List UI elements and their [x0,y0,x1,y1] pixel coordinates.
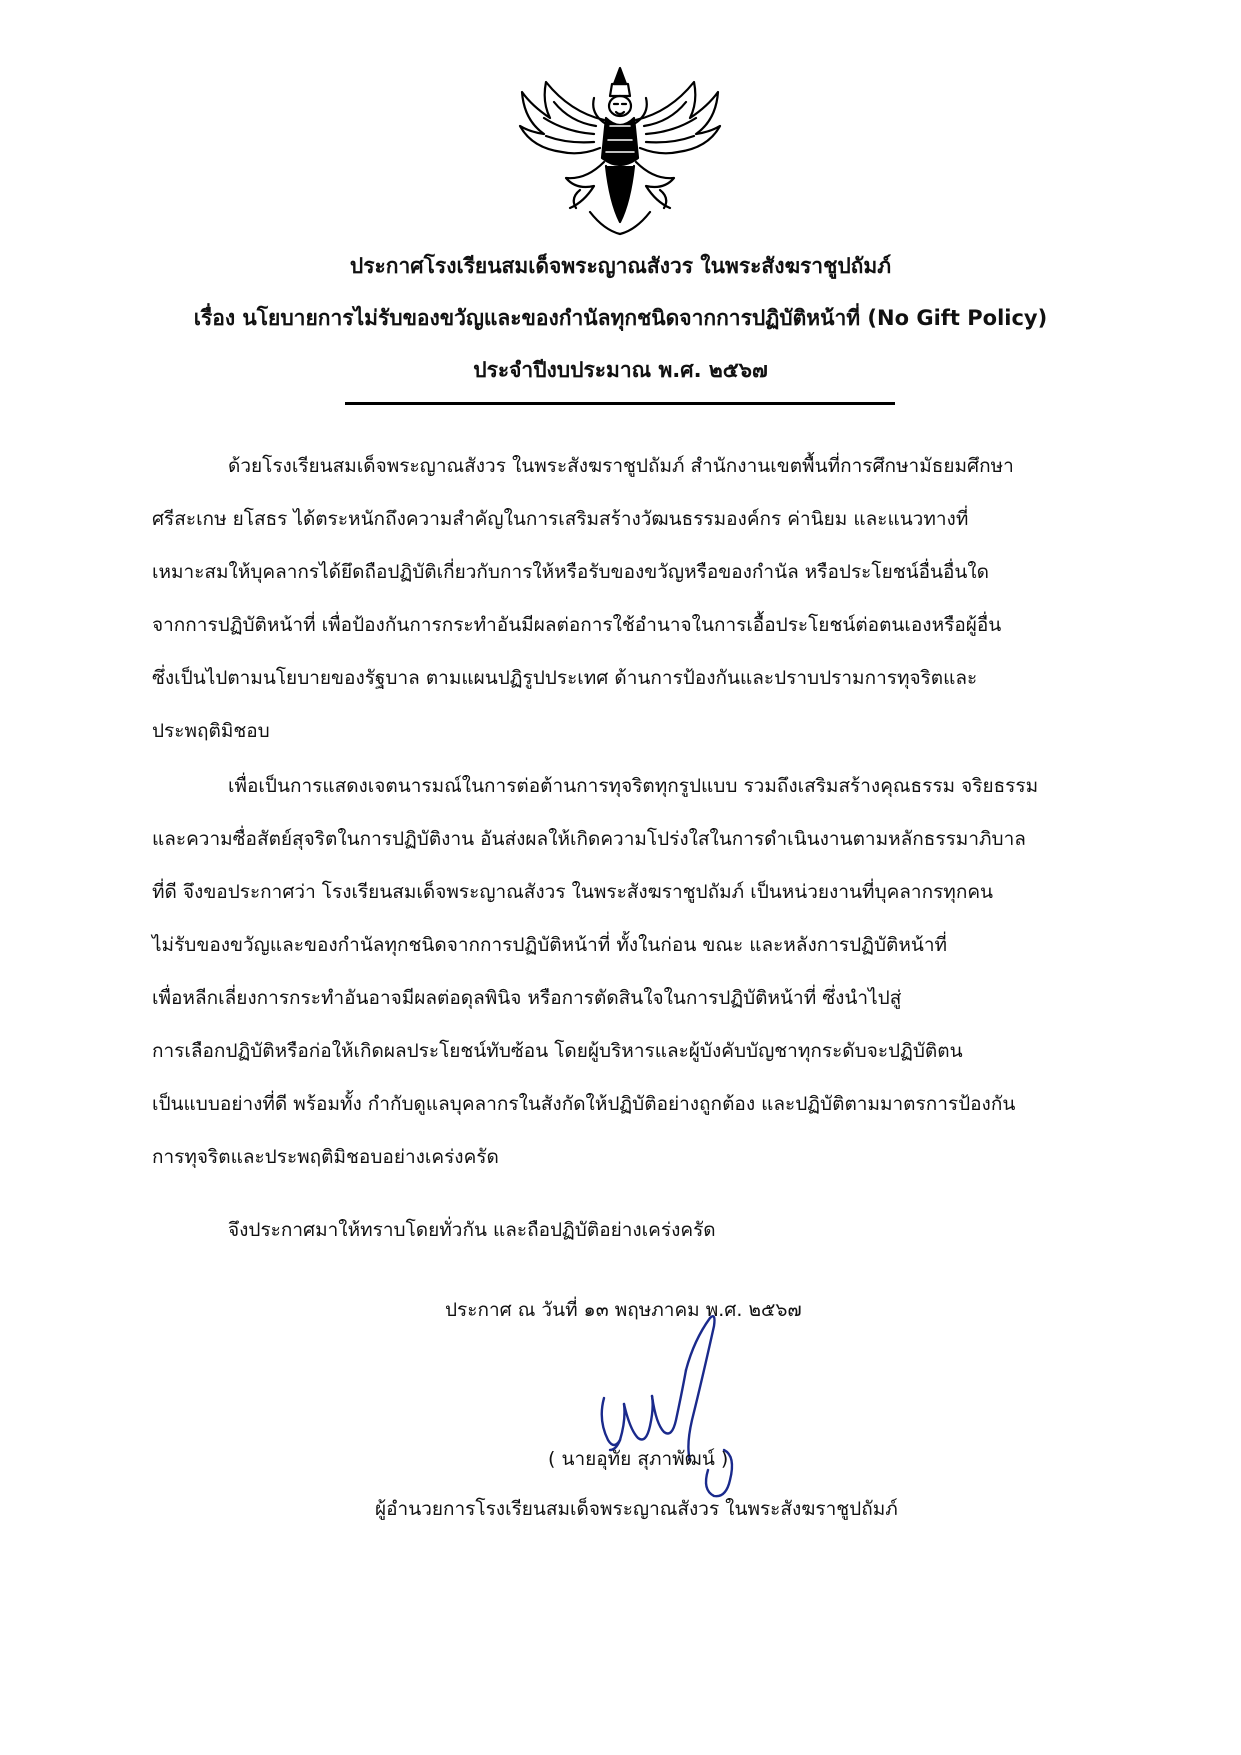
announcement-subject: เรื่อง นโยบายการไม่รับของขวัญและของกำนัลทุกชนิดจากการปฏิบัติหน้าที่ (No Gift Policy) [193,306,1048,330]
announcement-title: ประกาศโรงเรียนสมเด็จพระญาณสังวร ในพระสังฆราชูปถัมภ์ [349,254,892,278]
paragraph-1 [152,440,1092,758]
paragraph-line: เหมาะสมให้บุคลากรได้ยึดถือปฏิบัติเกี่ยวกับการให้หรือรับของขวัญหรือของกำนัล หรือประโยชน์อื่นอื่นใด [152,561,990,583]
paragraph-line: เพื่อเป็นการแสดงเจตนารมณ์ในการต่อต้านการทุจริตทุกรูปแบบ รวมถึงเสริมสร้างคุณธรรม จริยธรรม [228,775,1039,797]
paragraph-line: จากการปฏิบัติหน้าที่ เพื่อป้องกันการกระทำอันมีผลต่อการใช้อำนาจในการเอื้อประโยชน์ต่อตนเองหรือผู้อื่น [152,614,1002,636]
announcement-date: ประกาศ ณ วันที่ ๑๓ พฤษภาคม พ.ศ. ๒๕๖๗ [445,1299,802,1321]
paragraph-2 [152,760,1092,1184]
paragraph-line: ด้วยโรงเรียนสมเด็จพระญาณสังวร ในพระสังฆราชูปถัมภ์ สำนักงานเขตพื้นที่การศึกษามัธยมศึกษา [228,455,1014,477]
garuda-emblem-icon [510,62,730,242]
paragraph-line: การเลือกปฏิบัติหรือก่อให้เกิดผลประโยชน์ทับซ้อน โดยผู้บริหารและผู้บังคับบัญชาทุกระดับจะปฏิบัติตน [152,1040,963,1062]
paragraph-line: ซึ่งเป็นไปตามนโยบายของรัฐบาล ตามแผนปฏิรูปประเทศ ด้านการป้องกันและปราบปรามการทุจริตและ [152,667,978,689]
paragraph-line: ที่ดี จึงขอประกาศว่า โรงเรียนสมเด็จพระญาณสังวร ในพระสังฆราชูปถัมภ์ เป็นหน่วยงานที่บุคลากรทุกคน [152,881,994,903]
signer-name: ( นายอุทัย สุภาพัฒน์ ) [548,1448,729,1470]
paragraph-line: เป็นแบบอย่างที่ดี พร้อมทั้ง กำกับดูแลบุคลากรในสังกัดให้ปฏิบัติอย่างถูกต้อง และปฏิบัติตามมาตรการป้องกัน [152,1093,1016,1115]
paragraph-line: และความซื่อสัตย์สุจริตในการปฏิบัติงาน อันส่งผลให้เกิดความโปร่งใสในการดำเนินงานตามหลักธรรมาภิบาล [152,828,1026,850]
paragraph-line: การทุจริตและประพฤติมิชอบอย่างเคร่งครัด [152,1146,499,1168]
signer-position: ผู้อำนวยการโรงเรียนสมเด็จพระญาณสังวร ในพระสังฆราชูปถัมภ์ [375,1498,898,1520]
paragraph-line: เพื่อหลีกเลี่ยงการกระทำอันอาจมีผลต่อดุลพินิจ หรือการตัดสินใจในการปฏิบัติหน้าที่ ซึ่งนำไปสู่ [152,987,902,1009]
paragraph-line: ไม่รับของขวัญและของกำนัลทุกชนิดจากการปฏิบัติหน้าที่ ทั้งในก่อน ขณะ และหลังการปฏิบัติหน้าที่ [152,934,948,956]
closing-statement: จึงประกาศมาให้ทราบโดยทั่วกัน และถือปฏิบัติอย่างเคร่งครัด [228,1219,716,1241]
fiscal-year-line: ประจำปีงบประมาณ พ.ศ. ๒๕๖๗ [473,358,768,382]
header-divider [345,402,895,405]
handwritten-signature [590,1300,800,1510]
paragraph-line: ประพฤติมิชอบ [152,720,270,742]
paragraph-line: ศรีสะเกษ ยโสธร ได้ตระหนักถึงความสำคัญในการเสริมสร้างวัฒนธรรมองค์กร ค่านิยม และแนวทางที่ [152,508,969,530]
